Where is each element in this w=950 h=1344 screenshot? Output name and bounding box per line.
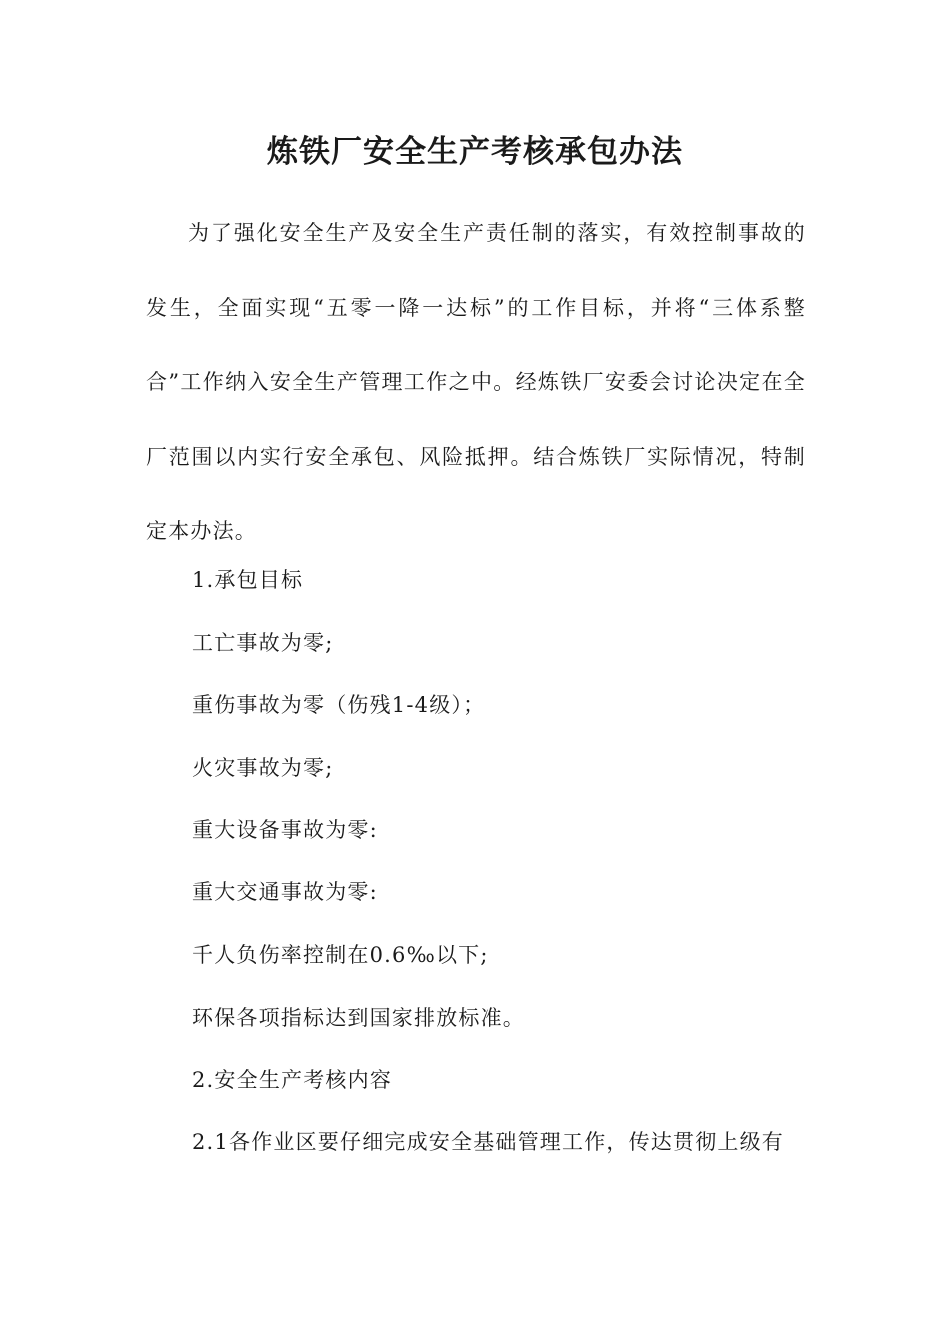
section-2-heading: 2.安全生产考核内容 bbox=[192, 1068, 393, 1092]
section-1-heading: 1.承包目标 bbox=[192, 568, 304, 592]
target-item-5: 重大交通事故为零: bbox=[192, 880, 378, 904]
intro-paragraph: 为了强化安全生产及安全生产责任制的落实，有效控制事故的发生，全面实现“五零一降一达标”的工作目标，并将“三体系整合”工作纳入安全生产管理工作之中。经炼铁厂安委会讨论决定在全厂范围以内实行安全承包、风险抵押。结合炼铁厂实际情况，特制定本办法。 bbox=[146, 221, 806, 543]
target-item-2: 重伤事故为零（伤残1-4级）； bbox=[192, 693, 486, 717]
document-title: 炼铁厂安全生产考核承包办法 bbox=[267, 134, 683, 170]
target-item-1: 工亡事故为零; bbox=[192, 631, 334, 655]
target-item-4: 重大设备事故为零: bbox=[192, 818, 378, 842]
target-item-6: 千人负伤率控制在0.6‰以下; bbox=[192, 943, 489, 967]
target-item-7: 环保各项指标达到国家排放标准。 bbox=[192, 1006, 525, 1030]
section-2-1-text: 2.1各作业区要仔细完成安全基础管理工作，传达贯彻上级有 bbox=[192, 1130, 784, 1154]
target-item-3: 火灾事故为零; bbox=[192, 756, 334, 780]
